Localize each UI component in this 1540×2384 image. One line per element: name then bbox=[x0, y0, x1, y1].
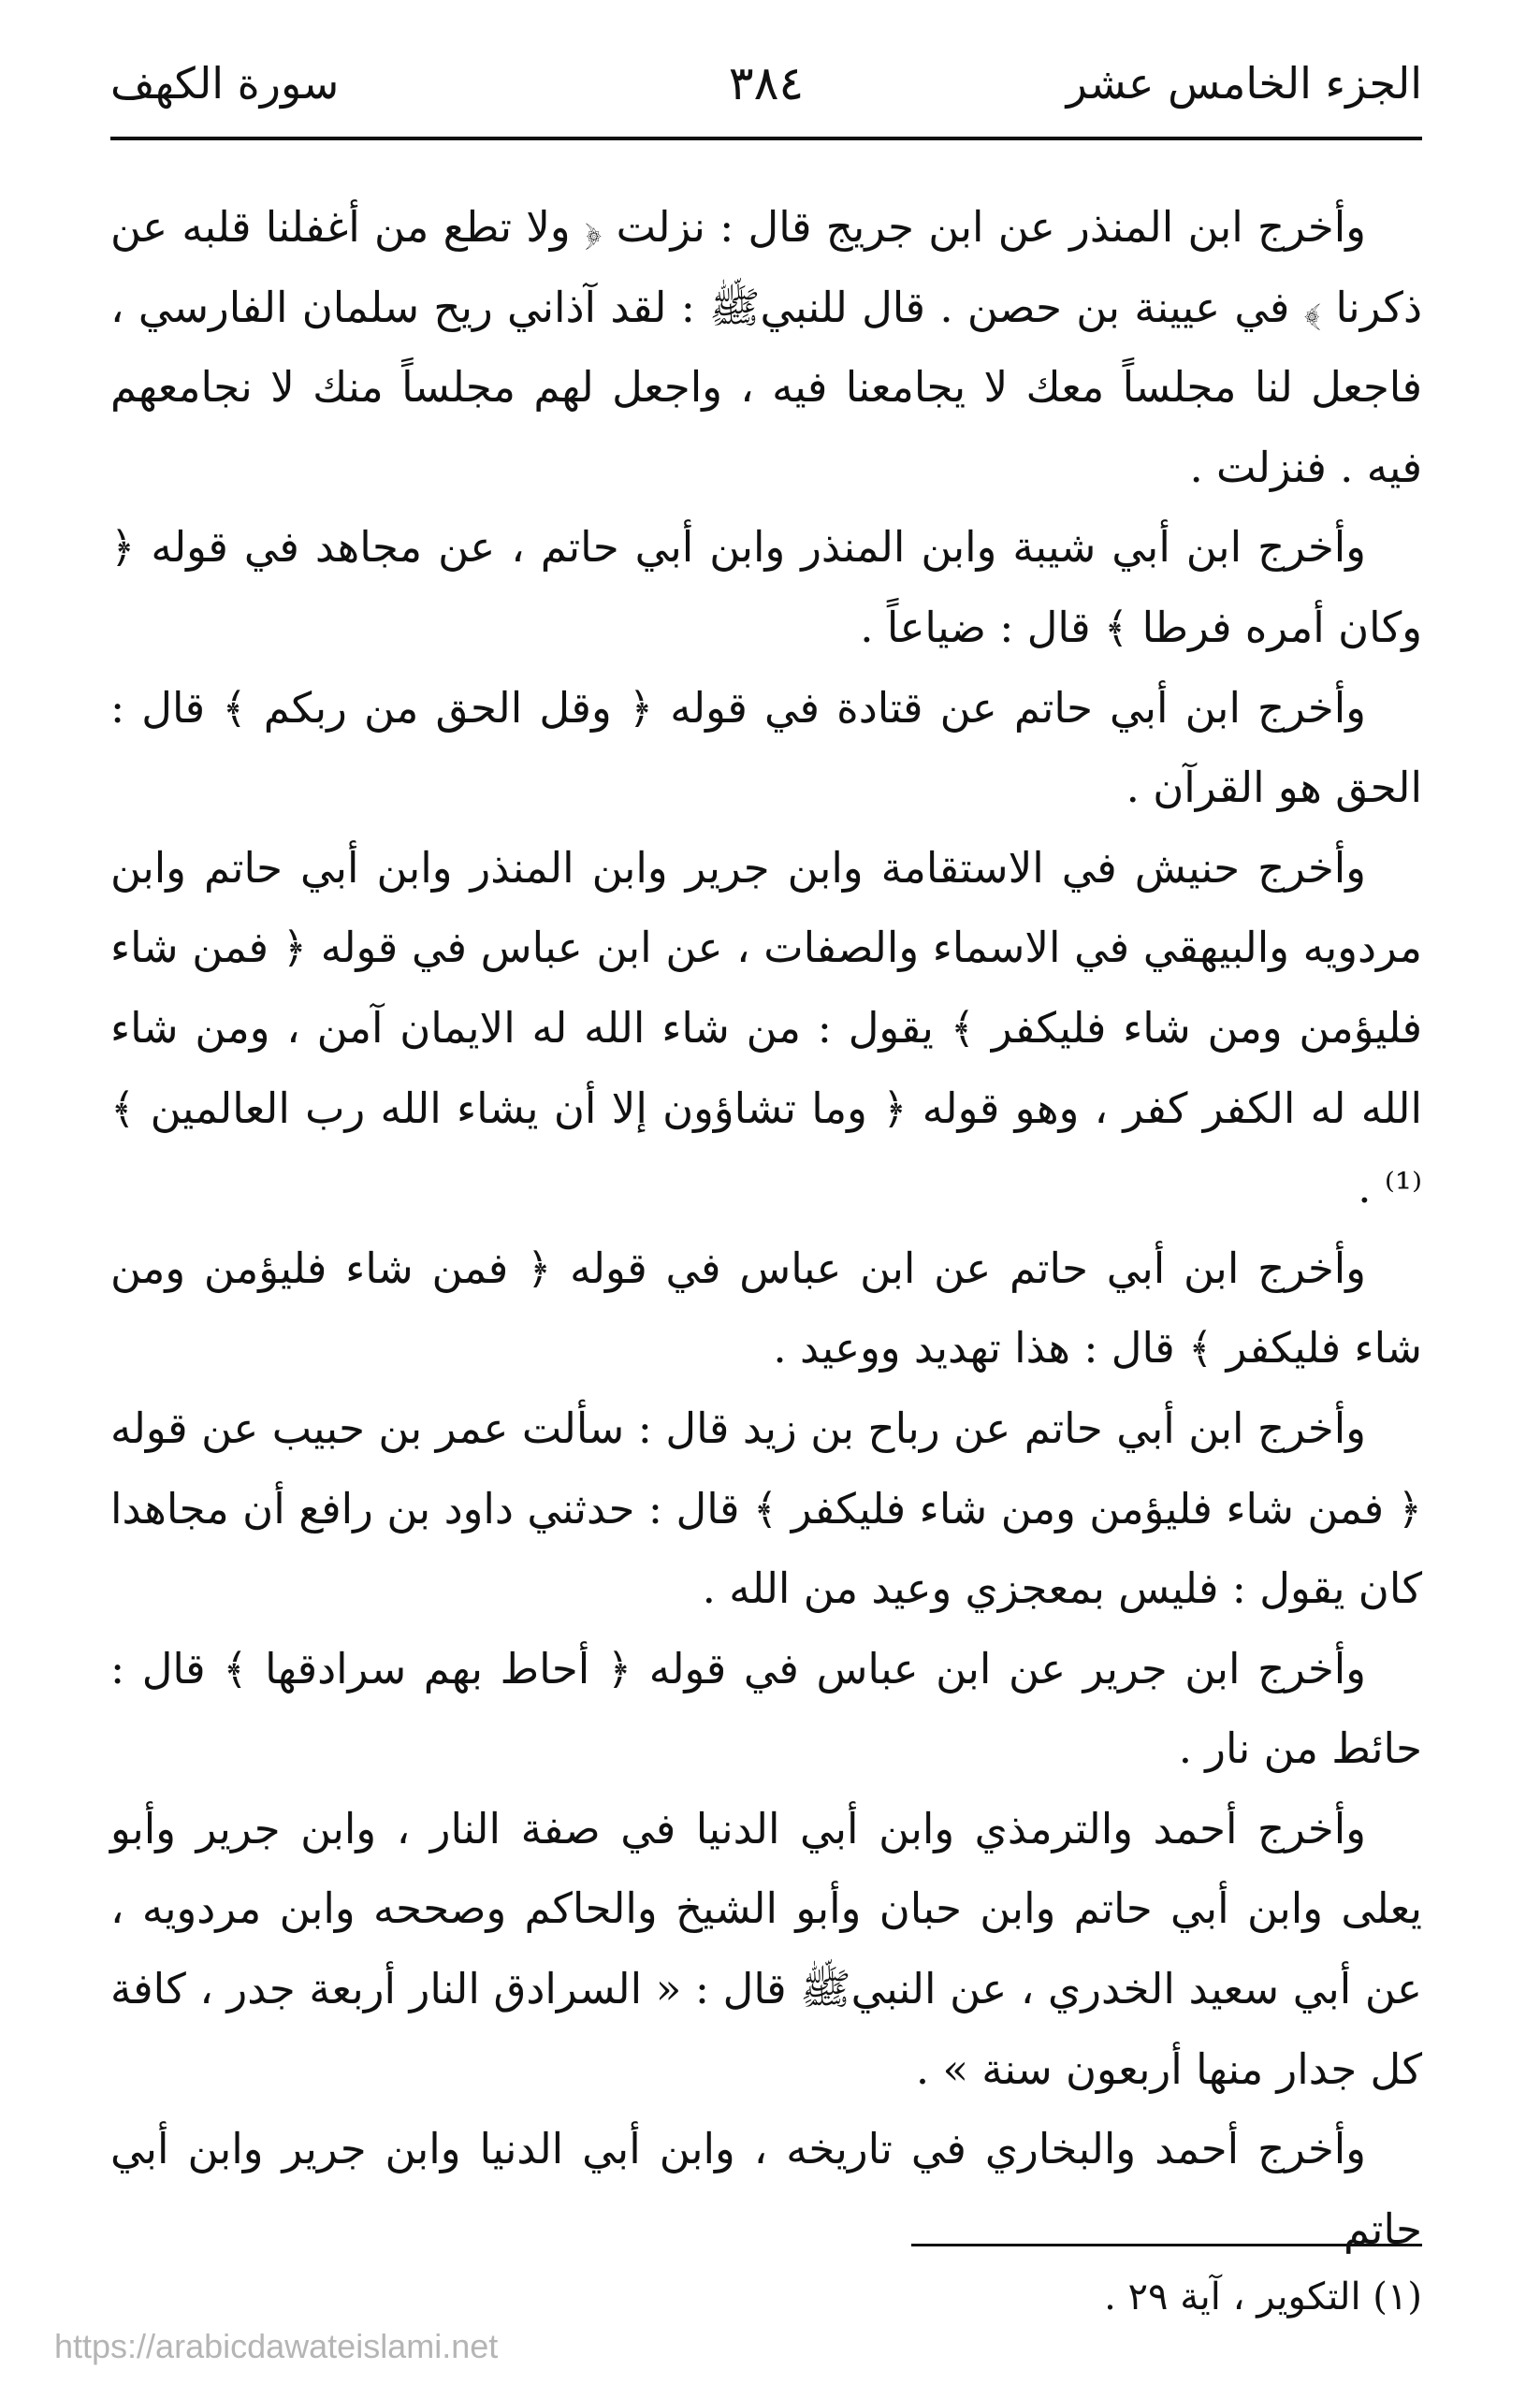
footnote: (١) التكوير ، آية ٢٩ . bbox=[1104, 2275, 1422, 2319]
paragraph: وأخرج أحمد والترمذي وابن أبي الدنيا في صفة النار ، وابن جرير وأبو يعلى وابن أبي حاتم وابن حبان وأبو الشيخ والحاكم وصححه وابن مردويه ، عن أبي سعيد الخدري ، عن النبيﷺ قال : « السرادق النار أربعة جدر ، كافة كل جدار منها أربعون سنة » . bbox=[110, 1803, 1422, 2094]
part-title: الجزء الخامس عشر bbox=[1066, 58, 1422, 109]
paragraph: وأخرج حنيش في الاستقامة وابن جرير وابن المنذر وابن أبي حاتم وابن مردويه والبيهقي في الاسماء والصفات ، عن ابن عباس في قوله ﴿ فمن شاء فليؤمن ومن شاء فليكفر ﴾ يقول : من شاء الله له الايمان آمن ، ومن شاء الله له الكفر كفر ، وهو قوله ﴿ وما تشاؤون إلا أن يشاء الله رب العالمين ﴾ ⁽¹⁾ . bbox=[110, 842, 1422, 1214]
watermark-url: https://arabicdawateislami.net bbox=[54, 2327, 499, 2365]
paragraph: وأخرج أحمد والبخاري في تاريخه ، وابن أبي الدنيا وابن جرير وابن أبي حاتم bbox=[110, 2124, 1422, 2254]
page-number: ٣٨٤ bbox=[728, 56, 805, 110]
paragraph: وأخرج ابن أبي حاتم عن قتادة في قوله ﴿ وقل الحق من ربكم ﴾ قال : الحق هو القرآن . bbox=[110, 682, 1422, 813]
paragraph: وأخرج ابن أبي حاتم عن ابن عباس في قوله ﴿ فمن شاء فليؤمن ومن شاء فليكفر ﴾ قال : هذا تهديد ووعيد . bbox=[110, 1243, 1422, 1374]
footnote-rule bbox=[911, 2244, 1422, 2246]
main-text bbox=[110, 187, 1422, 2269]
surah-title: سورة الكهف bbox=[110, 58, 340, 109]
paragraph: وأخرج ابن أبي شيبة وابن المنذر وابن أبي حاتم ، عن مجاهد في قوله ﴿ وكان أمره فرطا ﴾ قال : ضياعاً . bbox=[110, 522, 1422, 652]
paragraph: وأخرج ابن أبي حاتم عن رباح بن زيد قال : سألت عمر بن حبيب عن قوله ﴿ فمن شاء فليؤمن ومن شاء فليكفر ﴾ قال : حدثني داود بن رافع أن مجاهدا كان يقول : فليس بمعجزي وعيد من الله . bbox=[110, 1403, 1422, 1614]
page-header bbox=[110, 54, 1422, 120]
paragraph: وأخرج ابن المنذر عن ابن جريج قال : نزلت ﴿ ولا تطع من أغفلنا قلبه عن ذكرنا ﴾ في عيينة بن حصن . قال للنبيﷺ : لقد آذاني ريح سلمان الفارسي ، فاجعل لنا مجلساً معك لا يجامعنا فيه ، واجعل لهم مجلساً منك لا نجامعهم فيه . فنزلت . bbox=[110, 202, 1422, 492]
header-rule bbox=[110, 137, 1422, 140]
paragraph: وأخرج ابن جرير عن ابن عباس في قوله ﴿ أحاط بهم سرادقها ﴾ قال : حائط من نار . bbox=[110, 1643, 1422, 1774]
